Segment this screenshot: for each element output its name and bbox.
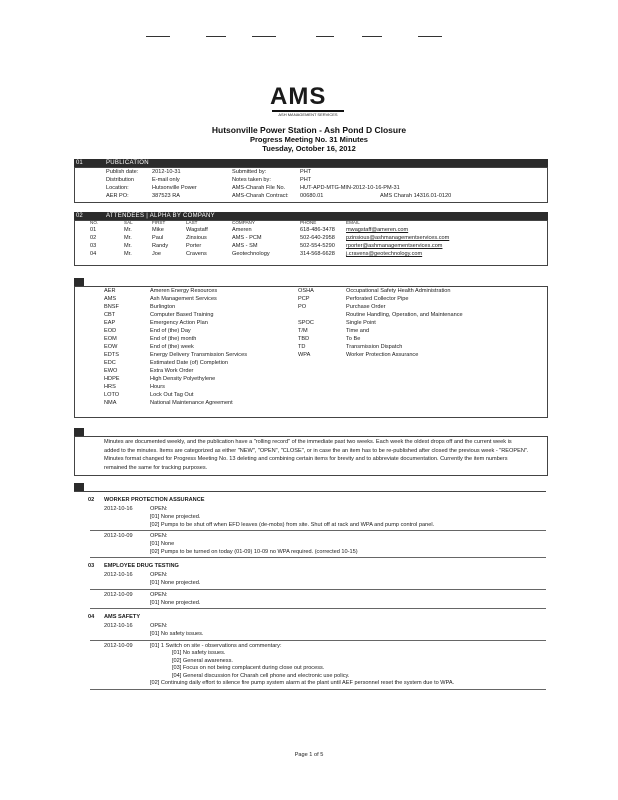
notes-line: Minutes format changed for Progress Meeting No. 13 deleting and combining certain items for brevity and to abbreviate documentation. Currently the item numbers xyxy=(104,456,508,462)
field-value: 00680.01 xyxy=(300,193,324,199)
attendee-sal: Mr. xyxy=(124,235,132,241)
field-label: Distribution xyxy=(106,177,134,183)
column-header: NO. xyxy=(90,220,99,225)
entry-date: 2012-10-16 xyxy=(104,572,133,578)
top-rule-segment xyxy=(362,36,382,37)
field-value: 387523 RA xyxy=(152,193,180,199)
field-label: Submitted by: xyxy=(232,169,267,175)
field-label: AMS-Charah Contract: xyxy=(232,193,289,199)
abbreviation-definition: National Maintenance Agreement xyxy=(150,400,233,406)
top-rule-segment xyxy=(146,36,170,37)
top-rule-segment xyxy=(206,36,226,37)
top-rule-segment xyxy=(252,36,276,37)
document-subtitle: Progress Meeting No. 31 Minutes xyxy=(250,135,368,144)
entry-line: [04] General discussion for Charah cell phone and electronic use policy. xyxy=(172,672,350,679)
abbreviation: AMS xyxy=(104,296,117,302)
abbreviation-definition: Time and xyxy=(346,328,370,334)
abbreviation-definition: Purchase Order xyxy=(346,304,386,310)
attendee-company: Geotechnology xyxy=(232,251,270,257)
field-label: Publish date: xyxy=(106,169,139,175)
column-header: FIRST xyxy=(152,220,166,225)
attendee-phone: 314-568-6628 xyxy=(300,251,335,257)
notes-line: added to the minutes. Items are categorized as either "NEW", "OPEN", "CLOSE", or in case the an item has to be re-published after closed the previous week - "REOPEN". xyxy=(104,447,529,454)
abbreviation: EOW xyxy=(104,344,118,350)
abbreviation: T/M xyxy=(298,328,308,334)
entry-date: 2012-10-09 xyxy=(104,642,133,649)
attendee-company: AMS - PCM xyxy=(232,235,262,241)
items-top-rule xyxy=(74,491,546,493)
column-header: SAL xyxy=(124,220,133,225)
field-value: PHT xyxy=(300,169,312,175)
abbreviation-definition: Worker Protection Assurance xyxy=(346,352,419,358)
abbreviation-definition: End of (the) month xyxy=(150,336,197,342)
section-publication-header: 01 PUBLICATION xyxy=(74,159,548,167)
company-logo-subtext: ASH MANAGEMENT SERVICES xyxy=(272,110,344,118)
attendee-no: 02 xyxy=(90,235,97,241)
field-value: AMS Charah 14316.01-0120 xyxy=(380,193,452,199)
attendee-last: Wagstaff xyxy=(186,227,208,233)
field-value: 2012-10-31 xyxy=(152,169,181,175)
abbreviation: NMA xyxy=(104,400,117,406)
abbreviation: BNSF xyxy=(104,304,119,310)
attendee-last: Cravens xyxy=(186,251,207,257)
entry-date: 2012-10-09 xyxy=(104,533,133,539)
attendee-phone: 502-640-2958 xyxy=(300,235,335,241)
attendee-last: Zinsious xyxy=(186,235,207,241)
entry-line: [01] None projected. xyxy=(150,599,201,606)
column-header: EMAIL xyxy=(346,220,360,225)
abbreviation: CBT xyxy=(104,312,116,318)
section-abbreviations-header: 03 xyxy=(74,278,84,286)
column-header: PHONE xyxy=(300,220,317,225)
attendee-no: 03 xyxy=(90,243,97,249)
abbreviation: TD xyxy=(298,344,306,350)
abbreviation-definition: Emergency Action Plan xyxy=(150,320,208,326)
column-header: COMPANY xyxy=(232,220,255,225)
abbreviation: LOTO xyxy=(104,392,120,398)
notes-line: remained the same for tracking purposes. xyxy=(104,464,208,471)
field-label: Location: xyxy=(106,185,129,191)
entry-line: [01] None projected. xyxy=(150,580,201,586)
attendee-sal: Mr. xyxy=(124,243,132,249)
abbreviation-definition: Ash Management Services xyxy=(150,296,217,302)
item-title: EMPLOYEE DRUG TESTING xyxy=(104,563,179,569)
entry-status: OPEN: xyxy=(150,591,168,598)
entry-line: [01] 1 Switch on site - observations and commentary: xyxy=(150,642,282,649)
section-attendees-header: 02 ATTENDEES | ALPHA BY COMPANY xyxy=(74,212,548,220)
item-title: WORKER PROTECTION ASSURANCE xyxy=(104,497,205,503)
abbreviation: EDC xyxy=(104,360,116,366)
attendee-sal: Mr. xyxy=(124,227,132,233)
attendee-first: Joe xyxy=(152,251,162,257)
attendee-phone: 618-486-3478 xyxy=(300,227,335,233)
field-label: AMS-Charah File No. xyxy=(232,185,286,191)
attendee-company: AMS - SM xyxy=(232,243,258,249)
column-header: LAST xyxy=(186,220,198,225)
entry-line: [03] Focus on not being complacent during close out process. xyxy=(172,665,325,671)
abbreviation-definition: Energy Delivery Transmission Services xyxy=(150,352,247,358)
abbreviations-table xyxy=(74,286,548,418)
entry-divider xyxy=(90,589,546,590)
entry-line: [01] None xyxy=(150,541,175,547)
abbreviation: HRS xyxy=(104,384,116,390)
item-number: 03 xyxy=(88,563,95,569)
entry-divider xyxy=(90,640,546,641)
field-value: PHT xyxy=(300,177,312,183)
abbreviation-definition: Lock Out Tag Out xyxy=(150,392,194,398)
abbreviation: AER xyxy=(104,288,116,294)
entry-line: [01] No safety issues. xyxy=(172,650,226,656)
abbreviation: PO xyxy=(298,304,307,310)
abbreviation-definition: Computer Based Training xyxy=(150,312,214,318)
abbreviation: EOD xyxy=(104,328,117,334)
field-value: E-mail only xyxy=(152,177,180,183)
field-label: AER PO: xyxy=(106,193,129,199)
entry-status: OPEN: xyxy=(150,623,168,629)
attendee-sal: Mr. xyxy=(124,251,132,257)
entry-line: [02] Pumps to be shut off when EFD leaves (de-mobs) from site. Shut off at rack and WPA and pump control panel. xyxy=(150,521,435,528)
abbreviation-definition: Routine Handling, Operation, and Maintenance xyxy=(346,312,463,318)
field-value: HUT-APD-MTG-MIN-2012-10-16-PM-31 xyxy=(300,185,400,191)
attendee-email: j.cravens@geotechnology.com xyxy=(346,251,423,257)
abbreviation-definition: Ameren Energy Resources xyxy=(150,288,218,294)
entry-line: [01] No safety issues. xyxy=(150,631,204,637)
attendee-no: 01 xyxy=(90,227,97,233)
abbreviation-definition: Perforated Collector Pipe xyxy=(346,296,409,302)
entry-date: 2012-10-16 xyxy=(104,623,133,629)
attendee-first: Randy xyxy=(152,243,169,249)
entry-divider xyxy=(90,689,546,690)
entry-status: OPEN: xyxy=(150,572,168,578)
entry-status: OPEN: xyxy=(150,533,168,539)
abbreviation-definition: Extra Work Order xyxy=(150,368,194,374)
attendee-first: Paul xyxy=(152,235,164,241)
entry-status: OPEN: xyxy=(150,506,168,512)
abbreviation: EAP xyxy=(104,320,116,326)
attendee-company: Ameren xyxy=(232,227,252,233)
attendee-last: Porter xyxy=(186,243,202,249)
attendee-no: 04 xyxy=(90,251,97,257)
abbreviation-definition: Transmission Dispatch xyxy=(346,344,403,350)
field-value: Hutsonville Power xyxy=(152,185,197,191)
abbreviation-definition: High Density Polyethylene xyxy=(150,376,216,382)
abbreviation-definition: To Be xyxy=(346,336,361,342)
abbreviation: EOM xyxy=(104,336,117,342)
abbreviation: TBD xyxy=(298,336,310,342)
abbreviation: EDTS xyxy=(104,352,119,358)
abbreviation: HDPE xyxy=(104,376,120,382)
abbreviation-definition: Hours xyxy=(150,384,165,390)
item-number: 02 xyxy=(88,497,95,503)
abbreviation-definition: Estimated Date (of) Completion xyxy=(150,360,229,366)
abbreviation: OSHA xyxy=(298,288,314,294)
section-items-header: 05 xyxy=(74,483,84,491)
abbreviation-definition: Burlington xyxy=(150,304,176,310)
attendee-email: rporter@ashmanagementservices.com xyxy=(346,243,443,249)
field-label: Notes taken by: xyxy=(232,177,271,183)
notes-line: Minutes are documented weekly, and the publication have a "rolling record" of the immediate past two weeks. Each week the oldest drops off and the current week is xyxy=(104,439,512,445)
entry-line: [02] Continuing daily effort to silence fire pump system alarm at the plant until AEF personnel reset the system due to WPA. xyxy=(150,680,455,686)
entry-divider xyxy=(90,530,546,531)
abbreviation: EWO xyxy=(104,368,118,374)
abbreviation: PCP xyxy=(298,296,310,302)
abbreviation: WPA xyxy=(298,352,311,358)
entry-date: 2012-10-09 xyxy=(104,591,133,598)
attendee-phone: 502-554-5290 xyxy=(300,243,335,249)
abbreviation-definition: Occupational Safety Health Administration xyxy=(346,288,451,294)
section-notes-header: 04 xyxy=(74,428,84,436)
entry-divider xyxy=(90,608,546,609)
abbreviation-definition: Single Point xyxy=(346,320,376,326)
document-date: Tuesday, October 16, 2012 xyxy=(262,144,356,153)
abbreviation-definition: End of (the) week xyxy=(150,344,194,350)
entry-line: [01] None projected. xyxy=(150,514,201,520)
abbreviation: SPOC xyxy=(298,320,314,326)
item-number: 04 xyxy=(88,614,95,620)
company-logo: AMS xyxy=(270,83,327,110)
entry-line: [02] Pumps to be turned on today (01-09) 10-09 no WPA required. (corrected 10-15) xyxy=(150,548,358,555)
entry-divider xyxy=(90,557,546,558)
abbreviation-definition: End of (the) Day xyxy=(150,328,191,334)
page-number: Page 1 of 5 xyxy=(294,752,324,758)
attendee-first: Mike xyxy=(152,227,164,233)
item-title: AMS SAFETY xyxy=(104,614,141,620)
attendee-email: pzinsious@ashmanagementservices.com xyxy=(346,235,450,241)
attendee-email: mwagstaff@ameren.com xyxy=(346,227,409,233)
top-rule-segment xyxy=(418,36,442,37)
entry-date: 2012-10-16 xyxy=(104,506,133,512)
entry-line: [02] General awareness. xyxy=(172,657,233,664)
top-rule-segment xyxy=(316,36,334,37)
document-title: Hutsonville Power Station - Ash Pond D Closure xyxy=(211,125,407,135)
